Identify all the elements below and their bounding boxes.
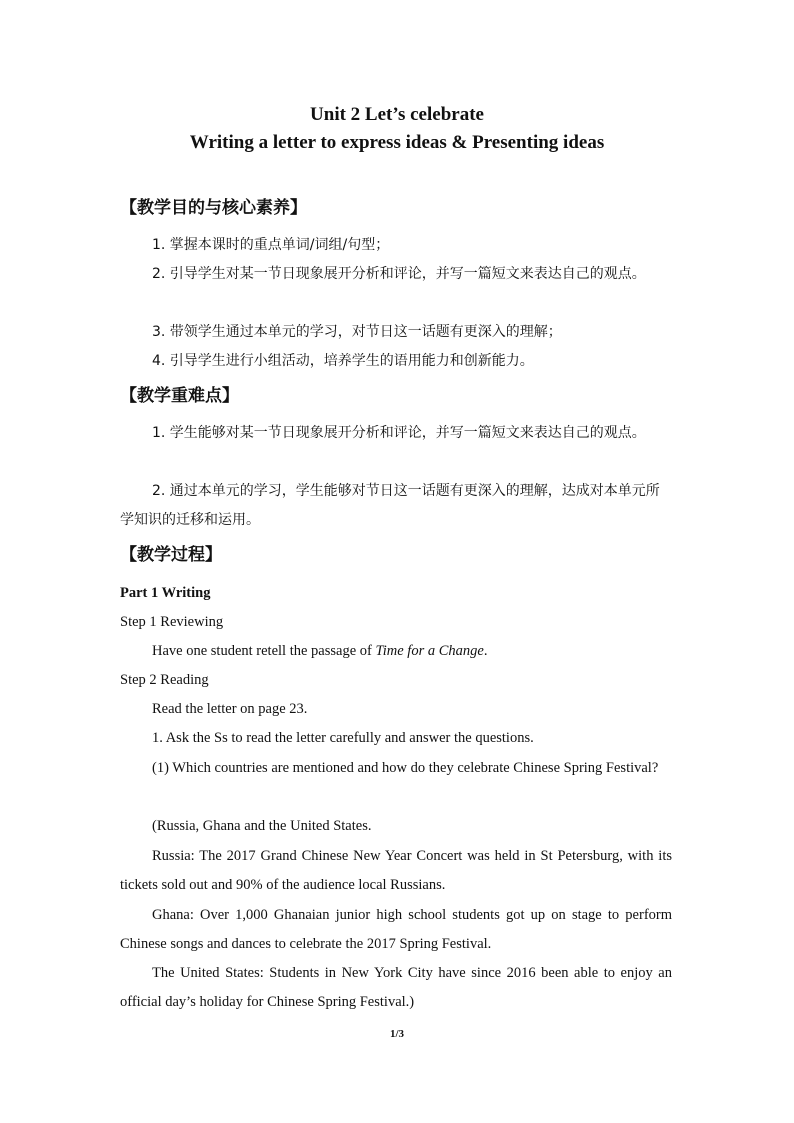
objective-item-1: 1. 掌握本课时的重点单词/词组/句型； bbox=[152, 237, 390, 253]
key-point-item-2: 2. 通过本单元的学习，学生能够对节日这一话题有更深入的理解，达成对本单元所学知识的迁移和运用。 bbox=[120, 483, 660, 528]
answer-united-states: The United States: Students in New York City have since 2016 been able to enjoy an official day’s holiday for Chinese Spring Festival.) bbox=[120, 965, 672, 1010]
question-1: (1) Which countries are mentioned and how do they celebrate Chinese Spring Festival? bbox=[152, 760, 659, 776]
key-point-item-1: 1. 学生能够对某一节日现象展开分析和评论，并写一篇短文来表达自己的观点。 bbox=[152, 425, 646, 441]
title-line-2: Writing a letter to express ideas & Presenting ideas bbox=[189, 132, 605, 153]
answer-intro: (Russia, Ghana and the United States. bbox=[152, 818, 372, 834]
step1-heading: Step 1 Reviewing bbox=[120, 614, 224, 630]
question-intro: 1. Ask the Ss to read the letter carefully and answer the questions. bbox=[152, 730, 534, 746]
answer-russia: Russia: The 2017 Grand Chinese New Year Concert was held in St Petersburg, with its tickets sold out and 90% of the audience local Russians. bbox=[120, 848, 672, 893]
step1-text: Have one student retell the passage of Time for a Change. bbox=[152, 643, 488, 659]
step2-heading: Step 2 Reading bbox=[120, 672, 209, 688]
page-number: 1/3 bbox=[389, 1028, 405, 1040]
title-line-1: Unit 2 Let’s celebrate bbox=[310, 104, 484, 125]
answer-ghana: Ghana: Over 1,000 Ghanaian junior high school students got up on stage to perform Chinese songs and dances to celebrate the 2017 Spring Festival. bbox=[120, 907, 672, 952]
objective-item-3: 3. 带领学生通过本单元的学习，对节日这一话题有更深入的理解； bbox=[152, 324, 562, 340]
section-heading-objectives: 【教学目的与核心素养】 bbox=[120, 198, 307, 218]
section-heading-key-points: 【教学重难点】 bbox=[120, 386, 239, 406]
objective-item-2: 2. 引导学生对某一节日现象展开分析和评论，并写一篇短文来表达自己的观点。 bbox=[152, 266, 646, 282]
passage-title: Time for a Change bbox=[375, 643, 484, 659]
section-heading-process: 【教学过程】 bbox=[120, 545, 222, 565]
step2-text: Read the letter on page 23. bbox=[152, 701, 308, 717]
part1-heading: Part 1 Writing bbox=[120, 585, 211, 601]
objective-item-4: 4. 引导学生进行小组活动，培养学生的语用能力和创新能力。 bbox=[152, 353, 534, 369]
